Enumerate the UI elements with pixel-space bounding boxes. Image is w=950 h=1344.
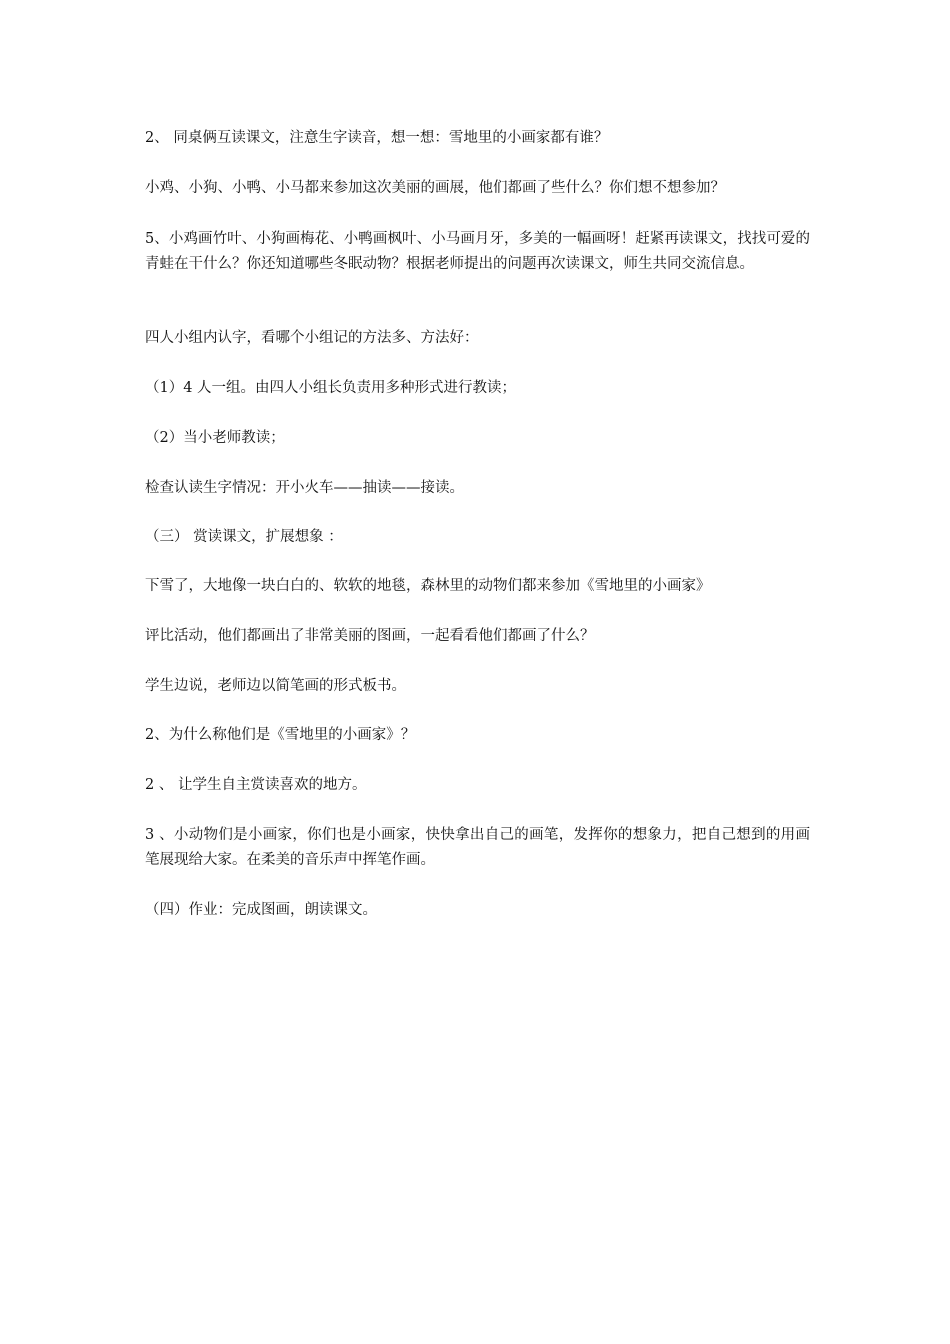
paragraph-6: （2）当小老师教读； xyxy=(145,430,285,446)
paragraph-4: 四人小组内认字，看哪个小组记的方法多、方法好： xyxy=(145,330,479,346)
paragraph-14: 3 、小动物们是小画家，你们也是小画家，快快拿出自己的画笔，发挥你的想象力，把自己想到的用画笔展现给大家。在柔美的音乐声中挥笔作画。 xyxy=(145,827,810,868)
paragraph-11: 学生边说，老师边以简笔画的形式板书。 xyxy=(145,678,406,694)
paragraph-3: 5、小鸡画竹叶、小狗画梅花、小鸭画枫叶、小马画月牙，多美的一幅画呀！赶紧再读课文，找找可爱的青蛙在干什么？你还知道哪些冬眠动物？根据老师提出的问题再次读课文，师生共同交流信息。 xyxy=(145,231,810,272)
paragraph-8: （三） 赏读课文，扩展想象 ： xyxy=(145,529,343,545)
paragraph-1: 2、 同桌俩互读课文，注意生字读音，想一想：雪地里的小画家都有谁？ xyxy=(145,130,609,146)
paragraph-12: 2、为什么称他们是《雪地里的小画家》？ xyxy=(145,727,416,743)
paragraph-5: （1）4 人一组。由四人小组长负责用多种形式进行教读； xyxy=(145,380,517,396)
paragraph-13: 2 、 让学生自主赏读喜欢的地方。 xyxy=(145,777,367,793)
paragraph-2: 小鸡、小狗、小鸭、小马都来参加这次美丽的画展，他们都画了些什么？你们想不想参加？ xyxy=(145,180,725,196)
paragraph-9: 下雪了，大地像一块白白的、软软的地毯，森林里的动物们都来参加《雪地里的小画家》 xyxy=(145,578,711,594)
paragraph-7: 检查认读生字情况：开小火车——抽读——接读。 xyxy=(145,480,464,496)
paragraph-10: 评比活动，他们都画出了非常美丽的图画，一起看看他们都画了什么？ xyxy=(145,628,595,644)
paragraph-15: （四）作业：完成图画，朗读课文。 xyxy=(145,902,377,918)
